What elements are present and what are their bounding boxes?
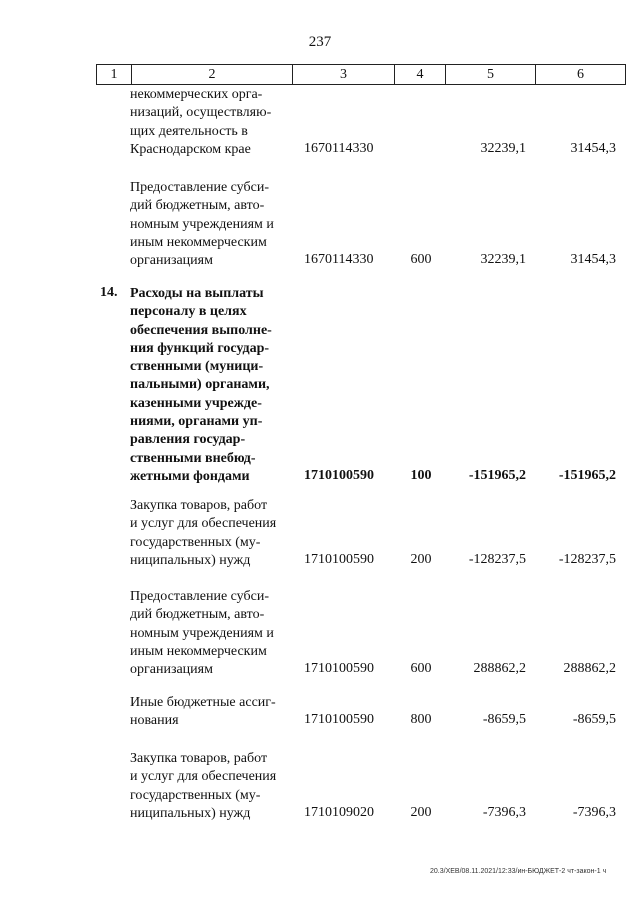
value-col6: 31454,3 [570, 252, 616, 268]
budget-code: 1710109020 [304, 804, 374, 820]
row-name-line: организациям [130, 662, 213, 678]
row-name [130, 694, 292, 731]
expense-type: 600 [410, 661, 432, 677]
value-col6: -8659,5 [572, 712, 616, 728]
row-name-line: государственных (му- [130, 787, 261, 803]
row-name-line: Закупка товаров, работ [130, 498, 268, 513]
row-name [130, 588, 292, 679]
row-name-line: Краснодарском крае [130, 141, 251, 157]
row-name-line: щих деятельность в [130, 123, 248, 139]
row-name-line: дий бюджетным, авто- [130, 607, 265, 623]
expense-type: 800 [410, 712, 432, 728]
budget-code: 1710100590 [304, 468, 374, 483]
row-name-line: организациям [130, 253, 213, 269]
value-col6: 288862,2 [563, 661, 616, 677]
value-col5: 288862,2 [473, 661, 526, 677]
row-name-line: дий бюджетным, авто- [130, 198, 265, 214]
value-col5: -151965,2 [468, 468, 526, 483]
budget-code: 1710100590 [304, 661, 374, 677]
value-col6: 31454,3 [570, 140, 616, 156]
row-name-line: ния функций государ- [130, 340, 270, 356]
expense-type: 100 [410, 468, 432, 483]
budget-code: 1710100590 [304, 551, 374, 567]
value-col5: 32239,1 [480, 140, 526, 156]
page-number: 237 [308, 34, 332, 50]
row-name-line: номным учреждениям и [130, 216, 274, 232]
row-name-line: государственных (му- [130, 534, 261, 550]
header-cell-6: 6 [535, 64, 626, 85]
row-name-line: и услуг для обеспечения [130, 769, 277, 785]
row-name [130, 86, 292, 159]
row-name [130, 179, 292, 270]
expense-type: 200 [410, 551, 432, 567]
row-name-line: Расходы на выплаты [130, 286, 264, 301]
row-name-line: нования [130, 713, 179, 729]
row-name-line: и услуг для обеспечения [130, 516, 277, 532]
row-name-line: равления государ- [130, 432, 246, 448]
value-col6: -151965,2 [558, 468, 616, 483]
row-name-line: обеспечения выполне- [130, 322, 272, 338]
row-name-line: ниципальных) нужд [130, 552, 251, 568]
value-col5: -7396,3 [482, 804, 526, 820]
row-name-line: персоналу в целях [130, 304, 247, 320]
header-cell-3: 3 [292, 64, 395, 85]
row-name-line: пальными) органами, [130, 377, 270, 393]
value-col6: -7396,3 [572, 804, 616, 820]
row-name-line: Закупка товаров, работ [130, 751, 268, 766]
row-name [130, 285, 292, 486]
row-name-line: Предоставление субси- [130, 180, 269, 195]
header-cell-4: 4 [394, 64, 446, 85]
row-name-line: жетными фондами [130, 468, 250, 484]
budget-code: 1670114330 [304, 252, 374, 268]
row-name-line: казенными учрежде- [130, 395, 262, 411]
value-col5: -128237,5 [468, 551, 526, 567]
expense-type: 600 [410, 252, 432, 268]
row-name-line: ниями, органами уп- [130, 414, 263, 430]
header-cell-2: 2 [131, 64, 293, 85]
value-col5: 32239,1 [480, 252, 526, 268]
row-name-line: Иные бюджетные ассиг- [130, 695, 276, 710]
value-col6: -128237,5 [558, 551, 616, 567]
row-name-line: ственными (муници- [130, 359, 264, 375]
row-name-line: ственными внебюд- [130, 450, 256, 466]
table-header-row [96, 64, 626, 86]
row-name [130, 750, 292, 823]
budget-code: 1710100590 [304, 712, 374, 728]
row-name-line: некоммерческих орга- [130, 87, 263, 102]
expense-type: 200 [410, 804, 432, 820]
header-cell-1: 1 [96, 64, 132, 85]
budget-code: 1670114330 [304, 140, 374, 156]
value-col5: -8659,5 [482, 712, 526, 728]
row-name-line: Предоставление субси- [130, 589, 269, 604]
row-number: 14. [100, 285, 118, 300]
row-name-line: номным учреждениям и [130, 625, 274, 641]
header-cell-5: 5 [445, 64, 536, 85]
row-name-line: низаций, осуществляю- [130, 105, 272, 121]
row-name-line: иным некоммерческим [130, 643, 267, 659]
row-name-line: иным некоммерческим [130, 234, 267, 250]
document-footer: 20.3/XEB/08.11.2021/12:33/ин-БЮДЖЕТ-2 чт-закон-1 ч [430, 868, 607, 875]
row-name-line: ниципальных) нужд [130, 805, 251, 821]
row-name [130, 497, 292, 570]
